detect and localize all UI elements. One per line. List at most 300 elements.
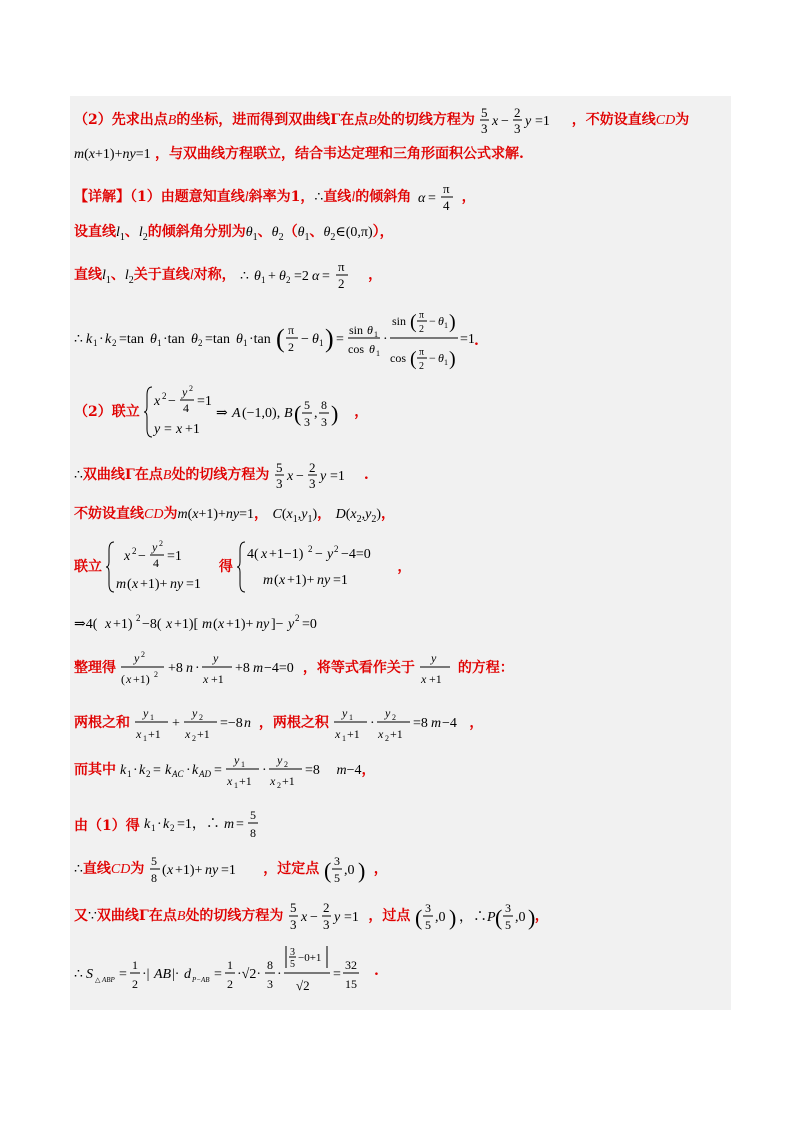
svg-text:5: 5: [333, 871, 340, 885]
svg-text:3: 3: [289, 917, 297, 932]
svg-text:3: 3: [322, 917, 330, 932]
svg-text:): ): [449, 348, 456, 370]
svg-text:θ: θ: [191, 332, 198, 347]
svg-text:sin: sin: [349, 323, 364, 337]
svg-text:+1)+: +1)+: [174, 863, 203, 878]
svg-text:1: 1: [319, 338, 324, 348]
svg-text:5: 5: [150, 854, 157, 868]
svg-text:=1: =1: [460, 332, 474, 347]
svg-text:1: 1: [241, 760, 246, 769]
svg-text:∴: ∴: [240, 269, 250, 284]
svg-text:2: 2: [284, 760, 289, 769]
svg-text:=1: =1: [197, 394, 213, 409]
svg-text:θ: θ: [279, 269, 287, 284]
svg-text:−: −: [295, 469, 304, 484]
svg-text:AC: AC: [172, 769, 184, 779]
svg-text:+1: +1: [148, 727, 162, 741]
svg-text:1: 1: [261, 275, 266, 285]
svg-text:θ: θ: [367, 323, 373, 337]
svg-text:−0+1: −0+1: [298, 952, 322, 964]
svg-text:1: 1: [374, 330, 378, 339]
svg-text:x: x: [132, 577, 139, 592]
svg-text:3: 3: [290, 947, 295, 958]
svg-text:2: 2: [419, 361, 424, 372]
svg-text:·: ·: [133, 763, 139, 778]
svg-text:=: =: [333, 967, 341, 982]
svg-text:3: 3: [267, 977, 273, 991]
svg-text:，∴: ，∴: [458, 910, 487, 925]
svg-text:1: 1: [444, 321, 448, 330]
svg-text:m: m: [202, 617, 213, 632]
svg-text:1: 1: [127, 769, 132, 779]
svg-text:AB: AB: [154, 967, 172, 982]
svg-text:): ): [527, 905, 535, 930]
svg-text:+1)+: +1)+: [287, 573, 315, 588]
svg-text:=tan: =tan: [205, 332, 230, 347]
svg-text:=: =: [236, 817, 245, 832]
svg-text:2: 2: [286, 275, 291, 285]
svg-text:(−1,0),: (−1,0),: [242, 406, 281, 421]
svg-text:k: k: [192, 763, 199, 778]
svg-text:3: 3: [481, 121, 488, 136]
svg-text:2: 2: [141, 650, 146, 659]
svg-text:3: 3: [304, 415, 311, 429]
svg-text:2: 2: [112, 338, 117, 348]
svg-text:=: =: [336, 332, 344, 347]
svg-text:5: 5: [289, 900, 297, 915]
svg-text:+1)[: +1)[: [174, 617, 199, 632]
svg-text:3: 3: [321, 415, 328, 429]
svg-text:2: 2: [132, 977, 138, 991]
svg-text:−: −: [429, 351, 436, 365]
svg-text:,0: ,0: [514, 910, 526, 925]
svg-text:1: 1: [234, 781, 239, 790]
svg-text:x: x: [176, 422, 183, 437]
svg-text:=1: =1: [167, 549, 183, 564]
svg-text:2: 2: [198, 338, 203, 348]
svg-text:√2: √2: [296, 978, 310, 993]
svg-text:2: 2: [159, 539, 164, 548]
svg-text:m: m: [116, 577, 127, 592]
svg-text:x: x: [335, 727, 341, 741]
svg-text:=1: =1: [343, 910, 359, 925]
svg-text:2: 2: [189, 384, 194, 393]
svg-text:α: α: [312, 269, 320, 284]
svg-text:θ: θ: [150, 332, 157, 347]
svg-text:−: −: [501, 114, 510, 129]
svg-text:·: ·: [186, 763, 192, 778]
svg-text:y: y: [154, 422, 161, 437]
svg-text:1: 1: [243, 338, 248, 348]
svg-text:1: 1: [143, 734, 148, 743]
svg-text:=: =: [427, 191, 436, 206]
svg-text:(: (: [414, 905, 423, 930]
hint-1-text: （2）先求出点B的坐标，进而得到双曲线Γ在点B处的切线方程为: [74, 112, 475, 128]
svg-text:θ: θ: [236, 332, 243, 347]
svg-text:A: A: [232, 406, 241, 421]
svg-text:2: 2: [308, 544, 313, 554]
detail-line-13: 两根之和 y 1 x 1 +1 + y 2 x 2 +1 =−8 n ，两根之积 y 1 x 1 +1 · y 2 x 2 +1 =8 m −4 ，: [74, 706, 484, 743]
svg-text:θ: θ: [438, 314, 444, 328]
svg-text:5: 5: [304, 398, 311, 412]
svg-text:,0: ,0: [343, 863, 355, 878]
svg-text:n: n: [244, 716, 252, 731]
svg-text:2: 2: [162, 391, 167, 401]
svg-text:4: 4: [153, 556, 160, 570]
detail-line-4: 设直线$l_1$、$l_2$的倾斜角分别为$\theta_1$、$\theta_2(\theta_1$、$\theta_2\in(0,\pi)$），: [74, 224, 394, 243]
svg-text:1: 1: [227, 958, 233, 972]
svg-text:·: ·: [195, 661, 201, 676]
svg-text:·: ·: [370, 716, 376, 731]
detail-line-18: ∴ S △ ABP = 1 2 ·| AB |· d P−AB = 1 2 ·√2· 8 3 · 3 5 −0+1 √2 = 32 15 .: [74, 947, 379, 993]
svg-text:+1: +1: [390, 727, 404, 741]
svg-text:x: x: [261, 547, 268, 562]
svg-text:=1: =1: [535, 114, 551, 129]
svg-text:=tan: =tan: [119, 332, 144, 347]
svg-text:1: 1: [376, 349, 380, 358]
svg-text:·√2·: ·√2·: [237, 967, 262, 982]
svg-text:x: x: [185, 727, 191, 741]
svg-text:): ): [357, 858, 366, 883]
svg-text:x: x: [136, 727, 142, 741]
svg-text:3: 3: [504, 901, 511, 915]
svg-text:(: (: [410, 311, 417, 333]
svg-text:−: −: [138, 549, 147, 564]
svg-text:x: x: [105, 617, 112, 632]
svg-text:+1: +1: [211, 672, 225, 686]
svg-text:+1): +1): [133, 672, 151, 686]
svg-text:x: x: [126, 672, 132, 686]
svg-text:(: (: [161, 863, 167, 878]
svg-text:·|: ·|: [142, 967, 150, 982]
svg-text:=: =: [164, 422, 173, 437]
detail-line-9: 不妨设直线CD为m(x+1)+ny=1， $C(x_1,y_1)$， $D(x_2,y_2)$，: [74, 506, 395, 525]
svg-text:2: 2: [295, 613, 300, 623]
svg-text:x: x: [218, 617, 225, 632]
svg-text:−4: −4: [442, 716, 458, 731]
svg-text:5: 5: [250, 808, 257, 822]
svg-text:m: m: [224, 817, 235, 832]
svg-text:(: (: [494, 905, 503, 930]
svg-text:x: x: [227, 774, 233, 788]
svg-text:x: x: [279, 573, 286, 588]
svg-text:5: 5: [290, 959, 295, 970]
svg-text:y: y: [342, 706, 348, 720]
svg-text:2: 2: [338, 276, 345, 291]
svg-text:−4=0: −4=0: [341, 547, 372, 562]
svg-text:k: k: [86, 332, 93, 347]
svg-text:8: 8: [321, 398, 328, 412]
svg-text:⇒4(: ⇒4(: [74, 617, 98, 632]
svg-text:x: x: [378, 727, 384, 741]
svg-text:2: 2: [146, 769, 151, 779]
hint-line-2: m(x+1)+ny=1 ，与双曲线方程联立，结合韦达定理和三角形面积公式求解.: [74, 146, 524, 162]
svg-text:cos: cos: [348, 342, 364, 356]
svg-text:y: y: [431, 651, 437, 665]
svg-text:x: x: [286, 469, 294, 484]
svg-text:y: y: [234, 753, 240, 767]
svg-text:ABP: ABP: [102, 976, 115, 984]
svg-text:k: k: [120, 763, 127, 778]
svg-text:=: =: [214, 967, 222, 982]
svg-text:k: k: [165, 763, 172, 778]
svg-text:y: y: [385, 706, 391, 720]
svg-text:AD: AD: [199, 769, 212, 779]
detail-line-17: 又∵双曲线Γ在点B处的切线方程为 5 3 x − 2 3 y =1 ，过点 ( 3 5 ,0 ) ，∴ P ( 3 5 ,0 ) ，: [74, 900, 549, 932]
svg-text:π: π: [419, 347, 425, 358]
svg-text:y: y: [213, 651, 219, 665]
svg-text:·: ·: [262, 763, 268, 778]
svg-text:(: (: [121, 672, 126, 686]
svg-text:1: 1: [150, 713, 155, 722]
svg-text:1: 1: [93, 338, 98, 348]
svg-text:8: 8: [250, 826, 257, 840]
svg-text:⇒: ⇒: [216, 406, 228, 421]
svg-text:y: y: [192, 706, 198, 720]
svg-text:m: m: [253, 661, 264, 676]
svg-text:(: (: [410, 348, 417, 370]
svg-text:=1: =1: [329, 469, 345, 484]
svg-text:32: 32: [345, 958, 357, 972]
svg-text:=: =: [322, 269, 331, 284]
svg-text:y: y: [152, 540, 158, 554]
svg-text:3: 3: [333, 854, 340, 868]
svg-text:α: α: [417, 191, 426, 206]
svg-text:5: 5: [481, 105, 488, 120]
svg-text:y: y: [319, 469, 327, 484]
svg-text:θ: θ: [312, 332, 319, 347]
svg-text:k: k: [163, 817, 170, 832]
svg-text:x: x: [124, 549, 131, 564]
svg-text:x: x: [492, 114, 499, 129]
svg-text:y: y: [182, 385, 188, 399]
svg-text:2: 2: [227, 977, 233, 991]
svg-text:1: 1: [132, 958, 138, 972]
svg-text:5: 5: [275, 460, 283, 475]
svg-text:(: (: [127, 577, 133, 592]
svg-text:2: 2: [277, 781, 282, 790]
svg-text:1: 1: [349, 713, 354, 722]
svg-text:cos: cos: [390, 351, 406, 365]
svg-text:·: ·: [383, 332, 388, 347]
detail-line-6: ∴ k 1 · k 2 =tan θ 1 ·tan θ 2 =tan θ 1 ·tan ( π 2 − θ 1 ) = sin θ 1 cos θ 1 · sin ( π 2 − θ 1 ) cos ( π 2 − θ 1 ) =1 .: [74, 310, 479, 372]
svg-text:−: −: [315, 547, 324, 562]
svg-text:y: y: [333, 910, 341, 925]
svg-text:−8(: −8(: [142, 617, 162, 632]
svg-text:−: −: [168, 394, 177, 409]
svg-text:+1: +1: [185, 422, 201, 437]
svg-text:y: y: [134, 651, 140, 665]
svg-text:+8: +8: [168, 661, 184, 676]
svg-text:ny: ny: [204, 863, 219, 878]
svg-text:B: B: [284, 406, 293, 421]
svg-text:π: π: [419, 310, 425, 321]
svg-text:4: 4: [183, 401, 190, 415]
svg-text:+1: +1: [239, 774, 253, 788]
svg-text:π: π: [338, 259, 345, 274]
svg-text:2: 2: [154, 670, 159, 679]
svg-text:2: 2: [132, 546, 137, 556]
svg-text:ny: ny: [317, 573, 331, 588]
svg-text:+1: +1: [197, 727, 211, 741]
svg-text:|·: |·: [172, 967, 180, 982]
svg-text:θ: θ: [254, 269, 262, 284]
svg-text:·tan: ·tan: [249, 332, 271, 347]
svg-text:·: ·: [277, 967, 282, 982]
detail-line-3: 【详解】（1）由题意知直线l斜率为1，∴直线l的倾斜角 α = π 4 ，: [74, 181, 476, 213]
svg-text:x: x: [270, 774, 276, 788]
detail-line-11: [74, 611, 344, 635]
svg-text:n: n: [186, 661, 194, 676]
svg-text:4: 4: [442, 198, 450, 213]
svg-text:+1: +1: [282, 774, 296, 788]
svg-text:P: P: [486, 910, 496, 925]
svg-text:=1: =1: [220, 863, 236, 878]
svg-text:+: +: [172, 716, 181, 731]
svg-text:ny: ny: [170, 577, 184, 592]
svg-text:−: −: [429, 314, 436, 328]
svg-text:2: 2: [514, 105, 521, 120]
svg-text:1: 1: [157, 338, 162, 348]
svg-text:S: S: [86, 967, 93, 982]
svg-text:2: 2: [419, 324, 424, 335]
svg-text:x: x: [300, 910, 308, 925]
svg-text:1: 1: [342, 734, 347, 743]
svg-text:−: −: [301, 332, 309, 347]
svg-text:−: −: [309, 910, 318, 925]
hint-line-1: （2）先求出点B的坐标，进而得到双曲线Γ在点B处的切线方程为 5 3 x − 2 3 y =1 ，不妨设直线CD为: [74, 105, 690, 136]
svg-text:k: k: [139, 763, 146, 778]
svg-text:): ): [325, 324, 334, 353]
svg-text:·: ·: [157, 817, 162, 832]
svg-text:=8: =8: [305, 763, 321, 778]
svg-text:4(: 4(: [247, 547, 260, 562]
svg-text:=0: =0: [302, 617, 317, 632]
detail-tag: 【详解】: [74, 189, 130, 205]
detail-line-16: ∴直线CD为 5 8 ( x +1)+ ny =1 ，过定点 ( 3 5 ,0 ) ，: [74, 854, 388, 885]
svg-text:,0: ,0: [434, 910, 446, 925]
svg-text:3: 3: [514, 121, 521, 136]
svg-text:y: y: [143, 706, 149, 720]
svg-text:+8: +8: [235, 661, 251, 676]
svg-text:): ): [448, 905, 457, 930]
svg-text:2: 2: [170, 823, 175, 833]
svg-text:=1: =1: [333, 573, 349, 588]
svg-text:2: 2: [322, 900, 330, 915]
svg-text:∴: ∴: [74, 332, 83, 347]
svg-text:15: 15: [345, 977, 357, 991]
svg-text:y: y: [525, 114, 532, 129]
svg-text:5: 5: [424, 918, 431, 932]
svg-text:2: 2: [199, 713, 204, 722]
svg-text:=2: =2: [294, 269, 310, 284]
svg-text:3: 3: [308, 476, 316, 491]
svg-text:y: y: [327, 547, 334, 562]
svg-text:3: 3: [424, 901, 431, 915]
svg-text:m: m: [263, 573, 274, 588]
svg-text:): ): [331, 401, 339, 426]
svg-text:(: (: [213, 617, 218, 632]
svg-text:+1: +1: [429, 672, 443, 686]
svg-text:x: x: [154, 394, 161, 409]
svg-text:sin: sin: [392, 314, 407, 328]
svg-text:(: (: [294, 401, 302, 426]
svg-text:+: +: [268, 269, 277, 284]
svg-text:△: △: [95, 976, 101, 984]
svg-text:k: k: [144, 817, 151, 832]
svg-text:·tan: ·tan: [163, 332, 185, 347]
svg-text:3: 3: [275, 476, 283, 491]
svg-text:+1): +1): [113, 617, 133, 632]
svg-text:ny: ny: [256, 617, 270, 632]
svg-text:y: y: [277, 753, 283, 767]
detail-line-5: 直线$l_1$、$l_2$关于直线l对称， ∴ θ 1 + θ 2 =2 α = π 2 ，: [74, 259, 383, 291]
detail-line-14: 而其中 k 1 · k 2 = k AC · k AD = y 1 x 1 +1 · y 2 x 2 +1 =8 m−4，: [74, 753, 376, 790]
detail-line-12: 整理得 y 2 ( x +1) 2 +8 n · y x +1 +8 m −4=0 ，将等式看作关于 y x +1 的方程：: [74, 650, 514, 686]
svg-text:y: y: [288, 617, 295, 632]
svg-text:8: 8: [267, 958, 273, 972]
svg-text:(: (: [276, 324, 285, 353]
svg-text:8: 8: [150, 871, 157, 885]
svg-text:(: (: [274, 573, 280, 588]
svg-text:2: 2: [392, 713, 397, 722]
svg-text:m: m: [431, 716, 442, 731]
svg-text:x: x: [421, 672, 427, 686]
svg-text:): ): [449, 311, 456, 333]
svg-text:(: (: [323, 858, 332, 883]
svg-text:x: x: [166, 863, 174, 878]
svg-text:2: 2: [192, 734, 197, 743]
svg-text:π: π: [288, 323, 295, 337]
detail-line-10: 联立 x 2 − y 2 4 =1 m ( x +1)+ ny =1 得 4( x +1−1) 2 − y 2 −4=0 m ( x +1)+ ny =1 ，: [74, 539, 412, 592]
svg-text:2: 2: [334, 544, 339, 554]
svg-text:=−8: =−8: [220, 716, 244, 731]
svg-text:=8: =8: [413, 716, 429, 731]
svg-text:θ: θ: [438, 351, 444, 365]
svg-text:2: 2: [385, 734, 390, 743]
svg-text:]−: ]−: [271, 617, 284, 632]
svg-text:=1: =1: [186, 577, 202, 592]
svg-text:+1: +1: [347, 727, 361, 741]
svg-text:=: =: [214, 763, 223, 778]
svg-text:2: 2: [288, 340, 294, 354]
svg-text:1: 1: [151, 823, 156, 833]
detail-line-15: 由（1）得 k 1 · k 2 =1，∴ m = 5 8: [74, 808, 257, 840]
svg-text:θ: θ: [369, 342, 375, 356]
svg-text:x: x: [203, 672, 209, 686]
svg-text:=: =: [119, 967, 127, 982]
tangent-equation: [479, 103, 567, 137]
svg-text:=1，∴: =1，∴: [177, 817, 221, 832]
svg-text:π: π: [442, 181, 450, 196]
svg-text:+1)+: +1)+: [140, 577, 168, 592]
svg-text:+1−1): +1−1): [269, 547, 304, 562]
svg-text:,: ,: [314, 406, 318, 421]
svg-text:P−AB: P−AB: [192, 976, 210, 984]
detail-line-8: ∴双曲线Γ在点B处的切线方程为 5 3 x − 2 3 y =1 .: [74, 460, 369, 491]
svg-text:1: 1: [444, 358, 448, 367]
svg-text:+1)+: +1)+: [226, 617, 254, 632]
svg-text:2: 2: [136, 613, 141, 623]
svg-text:2: 2: [308, 460, 316, 475]
svg-text:5: 5: [504, 918, 511, 932]
svg-text:∴: ∴: [74, 967, 83, 982]
detail-line-7: （2）联立 x 2 − y 2 4 =1 y = x +1 ⇒ A (−1,0), B ( 5 3 , 8 3 ) ，: [74, 384, 369, 437]
svg-text:x: x: [166, 617, 173, 632]
svg-text:·: ·: [99, 332, 104, 347]
svg-text:d: d: [184, 967, 191, 982]
svg-text:=: =: [153, 763, 162, 778]
